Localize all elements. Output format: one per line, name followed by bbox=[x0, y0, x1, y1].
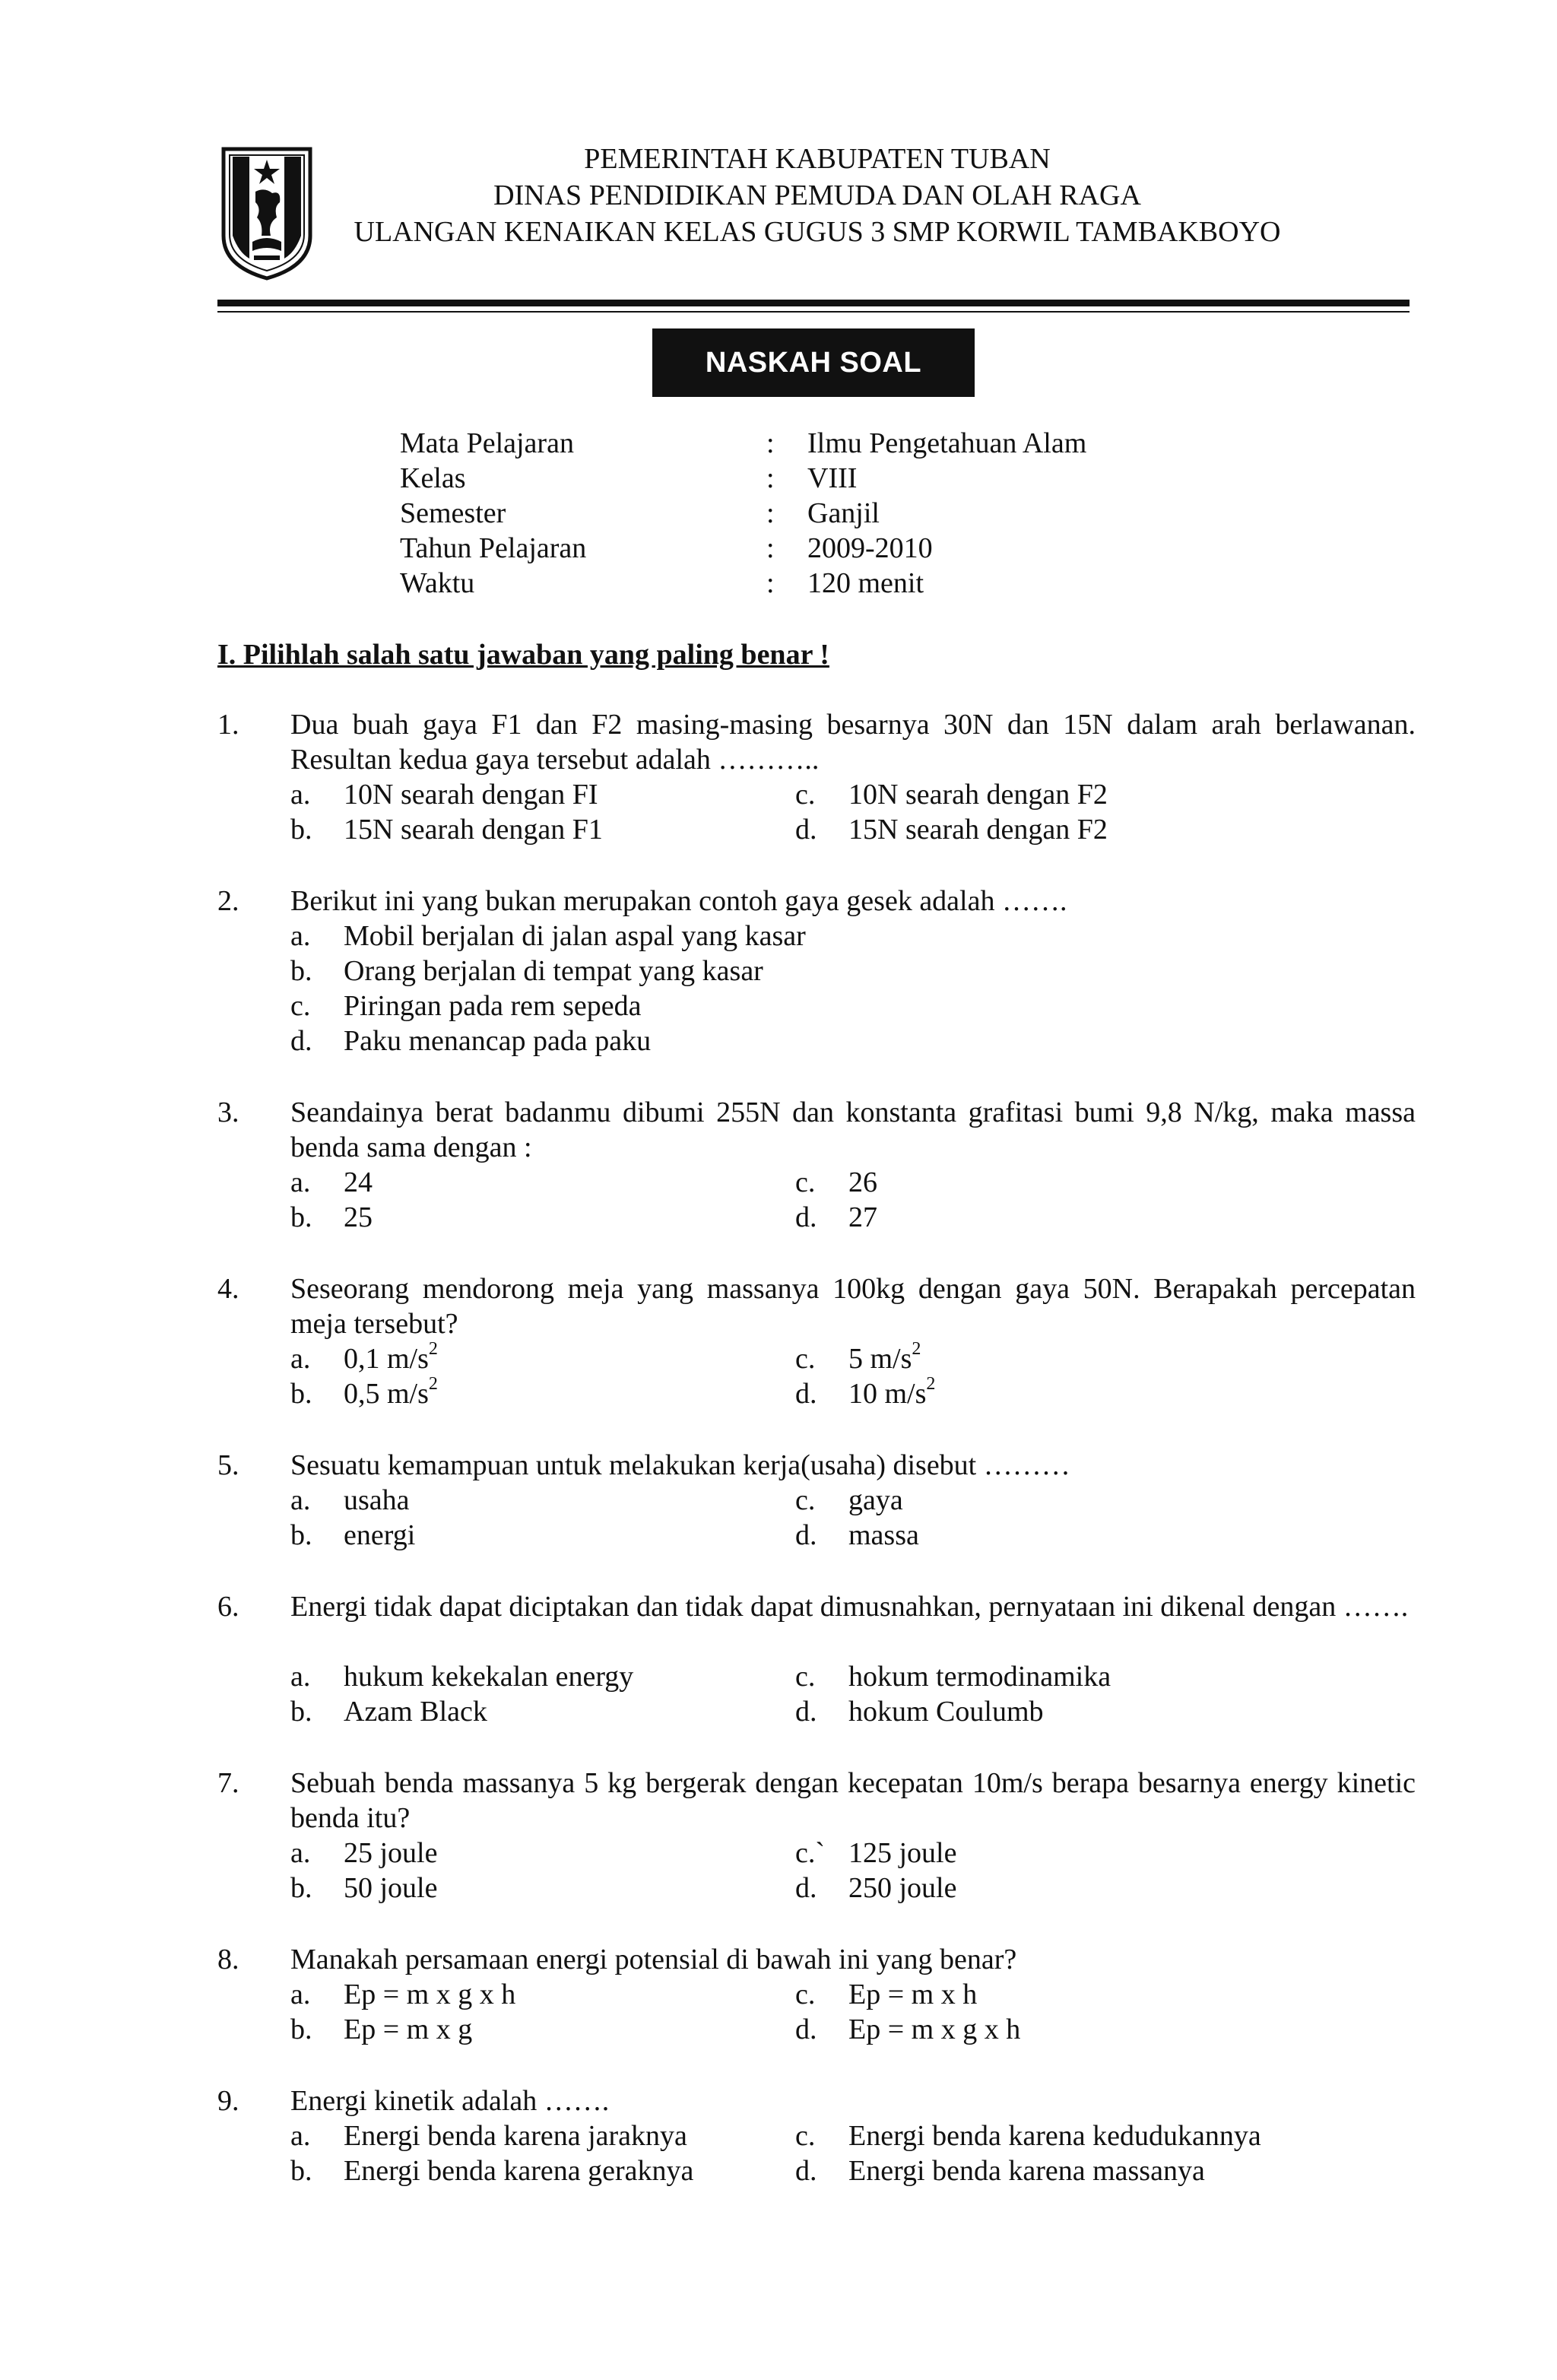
option-b: b. Ep = m x g bbox=[290, 2013, 473, 2045]
option-c: c. Piringan pada rem sepeda bbox=[290, 990, 642, 1022]
info-value: Ganjil bbox=[807, 497, 880, 529]
regency-crest-icon bbox=[217, 144, 316, 281]
question-number: 7. bbox=[217, 1767, 239, 1799]
header-line-2: DINAS PENDIDIKAN PEMUDA DAN OLAH RAGA bbox=[493, 179, 1141, 211]
question-number: 6. bbox=[217, 1591, 239, 1623]
option-a: a. 24 bbox=[290, 1166, 373, 1198]
info-colon: : bbox=[766, 532, 775, 564]
info-label: Kelas bbox=[400, 462, 466, 494]
option-b: b. Azam Black bbox=[290, 1696, 487, 1728]
option-d: d. Ep = m x g x h bbox=[795, 2013, 1021, 2045]
option-a: a. 10N searah dengan FI bbox=[290, 779, 598, 811]
question-1 bbox=[217, 707, 1416, 847]
question-number: 1. bbox=[217, 709, 239, 741]
option-d: d. Energi benda karena massanya bbox=[795, 2155, 1205, 2187]
question-6 bbox=[217, 1589, 1416, 1729]
option-b: b. Orang berjalan di tempat yang kasar bbox=[290, 955, 763, 987]
header-line-3: ULANGAN KENAIKAN KELAS GUGUS 3 SMP KORWIL TAMBAKBOYO bbox=[354, 216, 1281, 248]
question-text: Energi tidak dapat diciptakan dan tidak dapat dimusnahkan, pernyataan ini dikenal dengan ……. bbox=[290, 1591, 1409, 1623]
option-a: a. hukum kekekalan energy bbox=[290, 1661, 634, 1693]
info-colon: : bbox=[766, 427, 775, 459]
option-c: c. 5 $m/s^2$ bbox=[795, 1339, 921, 1375]
option-d: d. 27 bbox=[795, 1201, 877, 1233]
info-colon: : bbox=[766, 567, 775, 599]
option-b: b. 15N searah dengan F1 bbox=[290, 814, 603, 846]
option-d: d. 250 joule bbox=[795, 1872, 957, 1904]
question-number: 5. bbox=[217, 1449, 239, 1481]
question-9 bbox=[217, 2083, 1416, 2188]
option-a: a. Energi benda karena jaraknya bbox=[290, 2120, 687, 2152]
option-b: b. 0,5 $m/s^2$ bbox=[290, 1374, 438, 1410]
question-number: 9. bbox=[217, 2085, 239, 2117]
option-d: d. massa bbox=[795, 1519, 919, 1551]
option-b: b. Energi benda karena geraknya bbox=[290, 2155, 694, 2187]
question-text: Seseorang mendorong meja yang massanya 100kg dengan gaya 50N. Berapakah percepatan meja tersebut? bbox=[290, 1273, 1416, 1340]
document-title-badge: NASKAH SOAL bbox=[652, 328, 975, 397]
option-b: b. 50 joule bbox=[290, 1872, 438, 1904]
option-c: c. hokum termodinamika bbox=[795, 1661, 1111, 1693]
option-b: b. energi bbox=[290, 1519, 416, 1551]
question-text: Manakah persamaan energi potensial di bawah ini yang benar? bbox=[290, 1944, 1017, 1975]
option-d: d. hokum Coulumb bbox=[795, 1696, 1044, 1728]
info-label: Waktu bbox=[400, 567, 475, 599]
option-a: a. Ep = m x g x h bbox=[290, 1979, 516, 2010]
option-a: a. Mobil berjalan di jalan aspal yang kasar bbox=[290, 920, 806, 952]
question-2 bbox=[217, 884, 1416, 1058]
header-line-1: PEMERINTAH KABUPATEN TUBAN bbox=[584, 143, 1051, 175]
header-divider-thin bbox=[217, 311, 1410, 313]
info-value: Ilmu Pengetahuan Alam bbox=[807, 427, 1087, 459]
info-value: VIII bbox=[807, 462, 858, 494]
question-8 bbox=[217, 1942, 1416, 2047]
info-label: Tahun Pelajaran bbox=[400, 532, 587, 564]
header-divider-thick bbox=[217, 300, 1410, 306]
info-label: Semester bbox=[400, 497, 506, 529]
question-text: Seandainya berat badanmu dibumi 255N dan konstanta grafitasi bumi 9,8 N/kg, maka massa benda sama dengan : bbox=[290, 1096, 1416, 1163]
info-colon: : bbox=[766, 462, 775, 494]
question-text: Sesuatu kemampuan untuk melakukan kerja(usaha) disebut ……… bbox=[290, 1449, 1070, 1481]
option-b: b. 25 bbox=[290, 1201, 373, 1233]
question-7 bbox=[217, 1766, 1416, 1906]
question-text: Energi kinetik adalah ……. bbox=[290, 2085, 610, 2117]
info-colon: : bbox=[766, 497, 775, 529]
question-number: 4. bbox=[217, 1273, 239, 1305]
option-d: d. 10 $m/s^2$ bbox=[795, 1374, 936, 1410]
section-title: I. Pilihlah salah satu jawaban yang paling benar ! bbox=[217, 639, 829, 671]
info-label: Mata Pelajaran bbox=[400, 427, 574, 459]
option-a: a. 25 joule bbox=[290, 1837, 438, 1869]
option-a: a. usaha bbox=[290, 1484, 410, 1516]
info-value: 2009-2010 bbox=[807, 532, 933, 564]
question-text: Sebuah benda massanya 5 kg bergerak dengan kecepatan 10m/s berapa besarnya energy kinetic benda itu? bbox=[290, 1767, 1416, 1834]
question-5 bbox=[217, 1448, 1416, 1553]
option-d: d. Paku menancap pada paku bbox=[290, 1025, 652, 1057]
question-text: Dua buah gaya F1 dan F2 masing-masing besarnya 30N dan 15N dalam arah berlawanan. Resultan kedua gaya tersebut adalah ……….. bbox=[290, 709, 1416, 776]
info-value: 120 menit bbox=[807, 567, 924, 599]
question-text: Berikut ini yang bukan merupakan contoh gaya gesek adalah ……. bbox=[290, 885, 1067, 917]
option-c: c. Energi benda karena kedudukannya bbox=[795, 2120, 1261, 2152]
option-c: c. 26 bbox=[795, 1166, 877, 1198]
option-a: a. 0,1 $m/s^2$ bbox=[290, 1339, 438, 1375]
option-c: c. gaya bbox=[795, 1484, 903, 1516]
question-3 bbox=[217, 1095, 1416, 1235]
question-number: 2. bbox=[217, 885, 239, 917]
option-d: d. 15N searah dengan F2 bbox=[795, 814, 1108, 846]
question-number: 8. bbox=[217, 1944, 239, 1975]
option-c: c. Ep = m x h bbox=[795, 1979, 978, 2010]
question-4 bbox=[217, 1271, 1416, 1411]
option-c: c.` 125 joule bbox=[795, 1837, 957, 1869]
option-c: c. 10N searah dengan F2 bbox=[795, 779, 1108, 811]
question-number: 3. bbox=[217, 1096, 239, 1128]
